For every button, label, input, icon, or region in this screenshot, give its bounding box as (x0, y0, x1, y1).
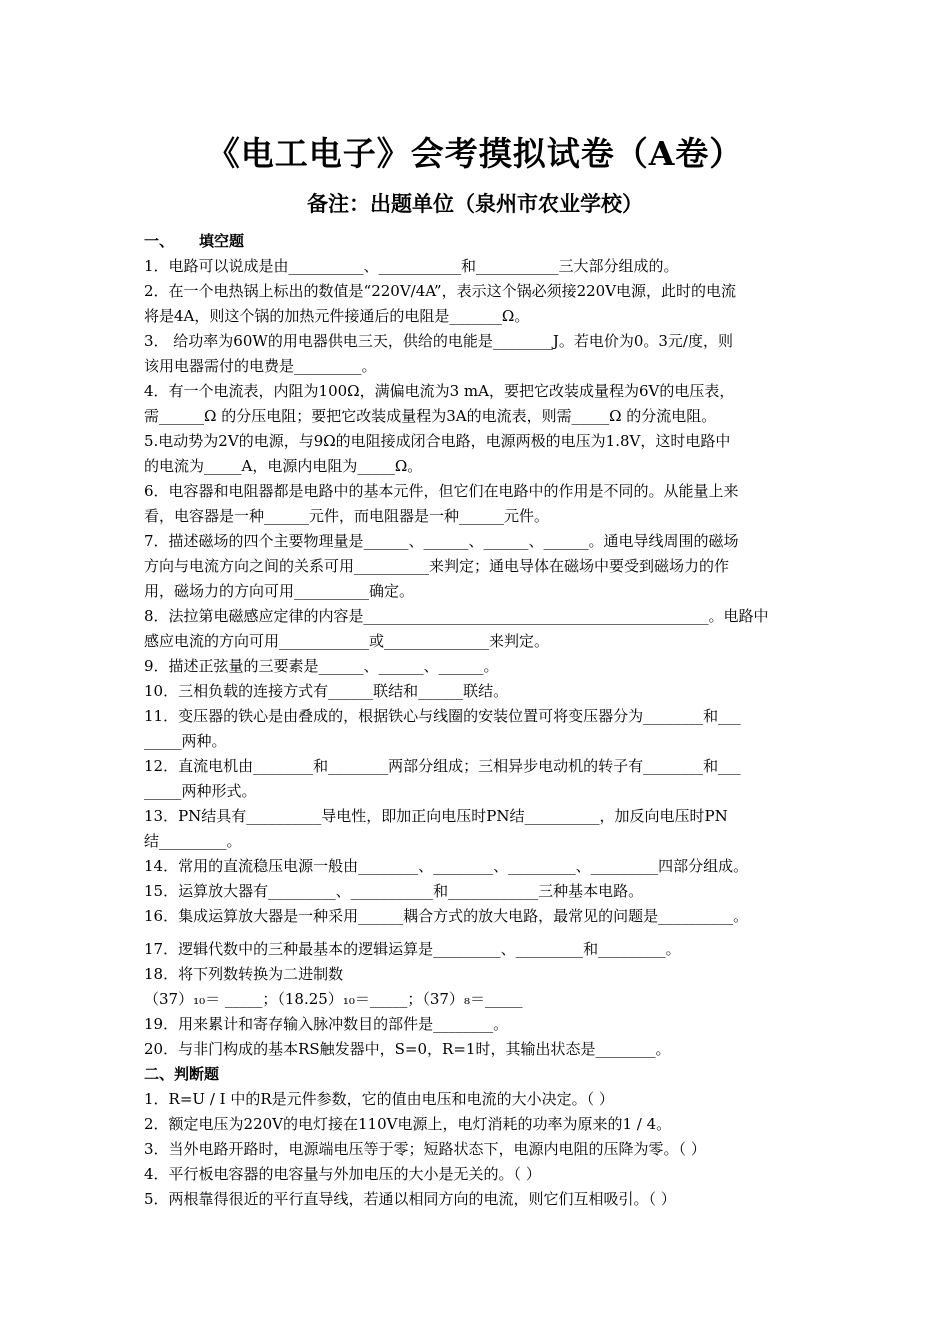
question-line: 2．额定电压为220V的电灯接在110V电源上，电灯消耗的功率为原来的1 / 4。 (144, 1115, 672, 1133)
question-line: 16．集成运算放大器是一种采用______耦合方式的放大电路，最常见的问题是__________。 (144, 907, 749, 925)
question-line: （37）₁₀＝ _____；（18.25）₁₀＝_____；（37）₈＝_____ (144, 990, 523, 1008)
section-heading-fill (144, 229, 808, 254)
question-line: _____两种。 (144, 732, 227, 750)
question-line: 需______Ω 的分压电阻；要把它改装成量程为3A的电流表，则需_____Ω 的分流电阻。 (144, 407, 717, 425)
section-number: 一、 (144, 232, 175, 250)
question-line: 20．与非门构成的基本RS触发器中，S=0，R=1时，其输出状态是________。 (144, 1040, 671, 1058)
question-line: 方向与电流方向之间的关系可用__________来判定；通电导体在磁场中要受到磁场力的作 (144, 557, 730, 575)
fill-question-list (144, 254, 808, 1062)
question-line: 用，磁场力的方向可用__________确定。 (144, 582, 415, 600)
question-line: 的电流为_____A，电源内电阻为_____Ω。 (144, 457, 423, 475)
question-line: 该用电器需付的电费是_________。 (144, 357, 377, 375)
question-line: 看，电容器是一种______元件，而电阻器是一种______元件。 (144, 507, 550, 525)
question-line: 11．变压器的铁心是由叠成的，根据铁心与线圈的安装位置可将变压器分为________和___ (144, 707, 741, 725)
question-line: 将是4A，则这个锅的加热元件接通后的电阻是_______Ω。 (144, 307, 530, 325)
question-line: 5.电动势为2V的电源，与9Ω的电阻接成闭合电路，电源两极的电压为1.8V，这时电路中 (144, 432, 731, 450)
question-line: 13．PN结具有__________导电性，即加正向电压时PN结__________，加反向电压时PN (144, 807, 728, 825)
question-line: 8．法拉第电磁感应定律的内容是______________________________________________。电路中 (144, 607, 769, 625)
question-line: 10．三相负载的连接方式有______联结和______联结。 (144, 682, 509, 700)
question-line: 1．电路可以说成是由__________、___________和___________三大部分组成的。 (144, 257, 679, 275)
question-line: 15．运算放大器有_________、___________和____________三种基本电路。 (144, 882, 644, 900)
question-line: 4．平行板电容器的电容量与外加电压的大小是无关的。（ ） (144, 1165, 541, 1183)
question-line: 2．在一个电热锅上标出的数值是“220V/4A”，表示这个锅必须接220V电源，此时的电流 (144, 282, 737, 300)
question-line: 18．将下列数转换为二进制数 (144, 965, 344, 983)
judge-question-list (144, 1087, 808, 1212)
question-line: 17．逻辑代数中的三种最基本的逻辑运算是_________、_________和_________。 (144, 940, 681, 958)
question-line: 7．描述磁场的四个主要物理量是______、______、______、______。通电导线周围的磁场 (144, 532, 739, 550)
question-line: 12．直流电机由________和________两部分组成；三相异步电动机的转子有________和___ (144, 757, 741, 775)
section-heading-judge: 二、判断题 (144, 1065, 220, 1083)
question-line: _____两种形式。 (144, 782, 257, 800)
question-line: 3．当外电路开路时，电源端电压等于零；短路状态下，电源内电阻的压降为零。（ ） (144, 1140, 706, 1158)
question-line: 5．两根靠得很近的平行直导线，若通以相同方向的电流，则它们互相吸引。（ ） (144, 1190, 676, 1208)
question-line: 6．电容器和电阻器都是电路中的基本元件，但它们在电路中的作用是不同的。从能量上来 (144, 482, 739, 500)
question-line: 14．常用的直流稳压电源一般由________、________、_________、_________四部分组成。 (144, 857, 749, 875)
question-line: 3． 给功率为60W的用电器供电三天，供给的电能是________J。若电价为0。3元/度，则 (144, 332, 733, 350)
section-title: 填空题 (199, 232, 245, 250)
question-line: 结_________。 (144, 832, 242, 850)
question-line: 19．用来累计和寄存输入脉冲数目的部件是________。 (144, 1015, 509, 1033)
exam-title: 《电工电子》会考摸拟试卷（A卷） (206, 134, 744, 173)
question-line: 感应电流的方向可用____________或______________来判定。 (144, 632, 550, 650)
question-line: 4．有一个电流表，内阻为100Ω，满偏电流为3 mA，要把它改装成量程为6V的电压表， (144, 382, 735, 400)
question-line: 9．描述正弦量的三要素是______、______、______。 (144, 657, 499, 675)
exam-subtitle: 备注：出题单位（泉州市农业学校） (307, 191, 643, 216)
question-line: 1．R=U / I 中的R是元件参数，它的值由电压和电流的大小决定。（ ） (144, 1090, 614, 1108)
exam-content (144, 229, 808, 1212)
